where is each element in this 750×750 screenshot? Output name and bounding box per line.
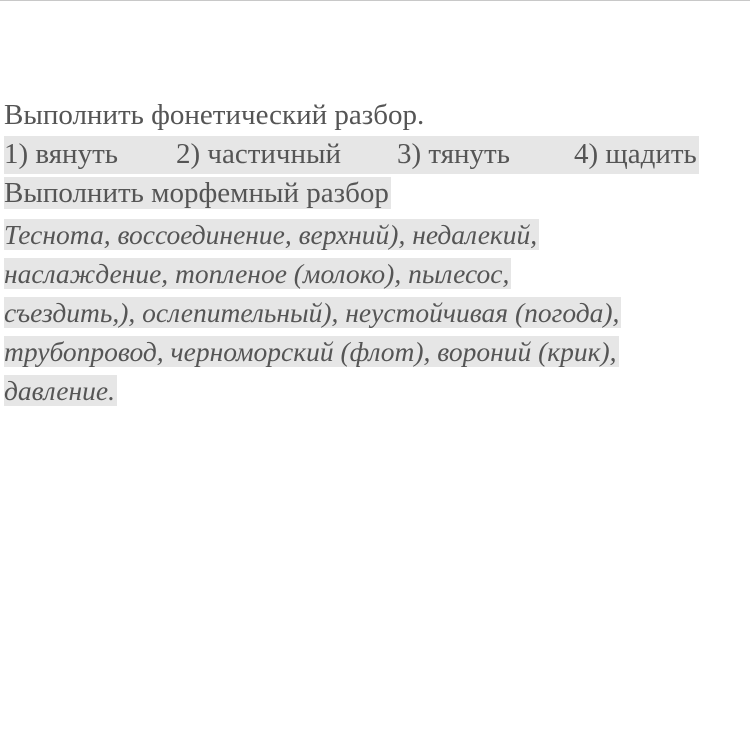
phonetic-task-title: Выполнить фонетический разбор. [4,99,425,131]
phonetic-word-1: 1) вянуть [4,138,118,170]
morphemic-words-paragraph [4,215,750,410]
phonetic-word-3: 3) тянуть [397,138,510,170]
morphemic-line-4: трубопровод, черноморский (флот), вороний (крик), [4,336,617,367]
morphemic-line-1: Теснота, воссоединение, верхний), недалекий, [4,219,538,250]
morphemic-line-2: наслаждение, топленое (молоко), пылесос, [4,258,510,289]
morphemic-task-title: Выполнить морфемный разбор [4,177,389,209]
morphemic-task-title-block [4,175,750,213]
phonetic-words-row [4,136,750,174]
morphemic-line-5: давление. [4,375,115,406]
phonetic-task-title-block [4,97,750,135]
phonetic-word-4: 4) щадить [574,138,697,170]
morphemic-line-3: съездить,), ослепительный), неустойчивая (погода), [4,297,620,328]
phonetic-word-2: 2) частичный [176,138,342,170]
